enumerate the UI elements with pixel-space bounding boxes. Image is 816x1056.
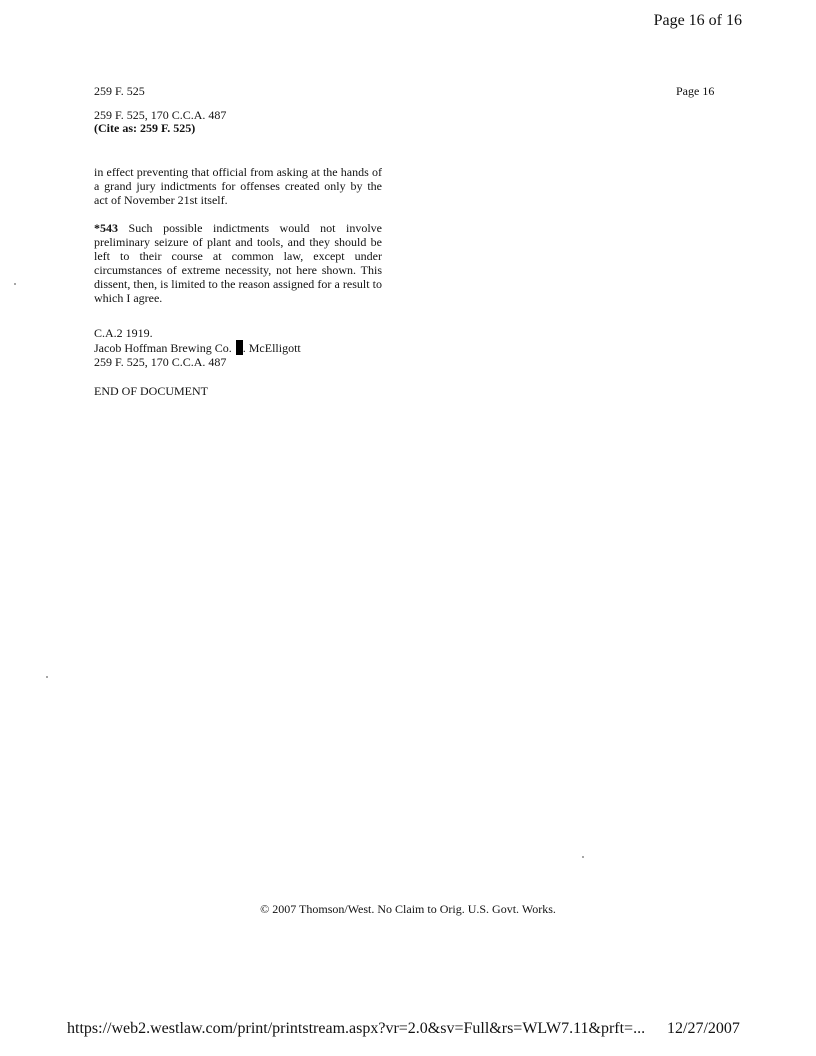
cite-as-line: (Cite as: 259 F. 525) — [94, 121, 196, 135]
scan-speck — [46, 676, 48, 678]
party-right: . McElligott — [242, 341, 301, 355]
page-count-header: Page 16 of 16 — [653, 12, 742, 29]
case-cite: 259 F. 525, 170 C.C.A. 487 — [94, 355, 227, 369]
footer-url: https://web2.westlaw.com/print/printstream.aspx?vr=2.0&sv=Full&rs=WLW7.11&prft=... — [67, 1020, 646, 1037]
scan-speck — [582, 856, 584, 858]
copyright-notice: © 2007 Thomson/West. No Claim to Orig. U.S. Govt. Works. — [260, 902, 556, 916]
reporter-citation: 259 F. 525 — [94, 84, 145, 98]
court-year: C.A.2 1919. — [94, 326, 153, 340]
opinion-paragraph-1: in effect preventing that official from asking at the hands of a grand jury indictments for offenses created only by the act of November 21st itself. — [94, 165, 382, 207]
paragraph-2-text: Such possible indictments would not involve preliminary seizure of plant and tools, and they should be left to their course at common law, except under circumstances of extreme necessity, not here shown. This dissent, then, is limited to the reason assigned for a result to which I agree. — [94, 221, 382, 305]
opinion-paragraph-2 — [94, 221, 382, 305]
page-label: Page 16 — [676, 84, 715, 98]
scan-speck — [14, 283, 16, 285]
star-page-marker: *543 — [94, 221, 118, 235]
redaction-mark — [236, 340, 243, 355]
citation-block — [94, 109, 226, 135]
case-info-block — [94, 326, 301, 369]
case-title — [94, 340, 301, 355]
footer-date: 12/27/2007 — [667, 1020, 740, 1037]
end-of-document: END OF DOCUMENT — [94, 384, 208, 398]
parallel-citation: 259 F. 525, 170 C.C.A. 487 — [94, 108, 227, 122]
party-left: Jacob Hoffman Brewing Co. — [94, 341, 235, 355]
